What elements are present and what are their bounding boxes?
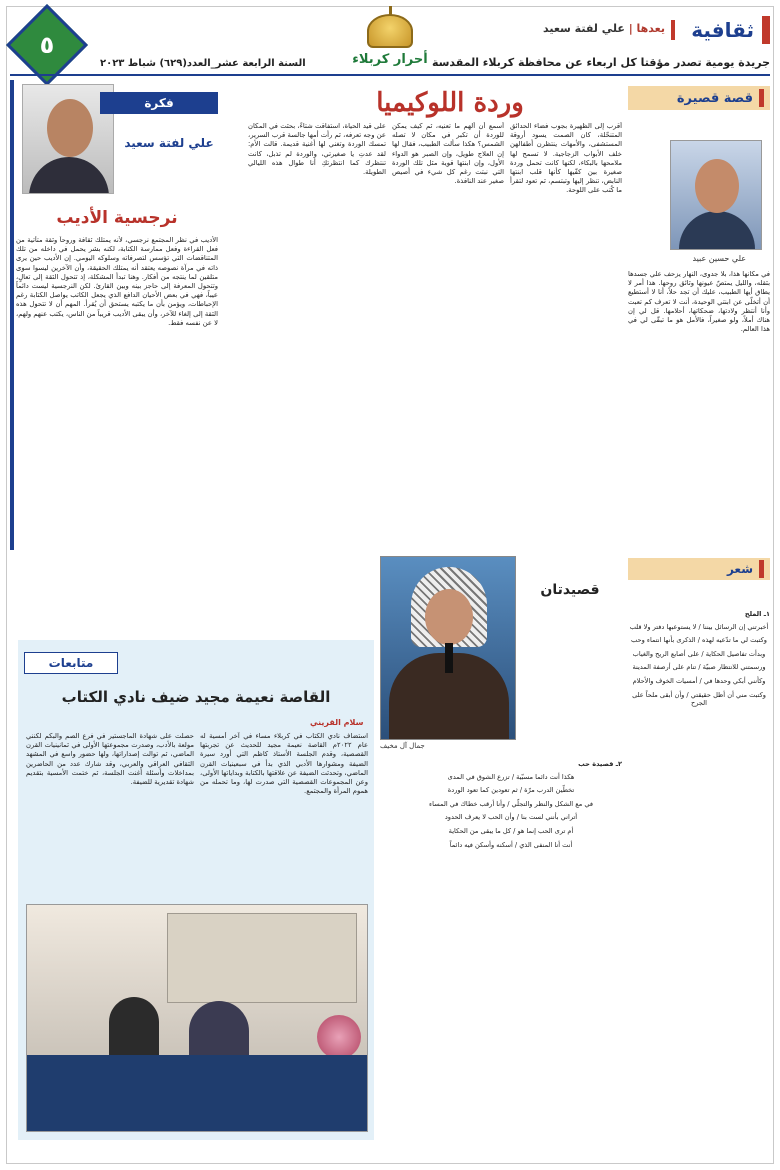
- poem-2-title: ٢ـ قصيدة حب: [578, 760, 622, 768]
- top-rule: [10, 74, 770, 76]
- photo-flowers: [317, 1015, 361, 1059]
- story-text-1: في مكانها هذا، بلا جدوى، النهار يزحف علي جسدها بثقله، والليل يمتصّ عيونها وثائق روحها. هذا أمر لا يطاق أيها الطبيب، عليك أن تجد حلاً، أنا لا أستطيع أن أتخلّى عن ابنتي الوحيدة، أنت لا تعرف كم تعبت وأنا أنتظر ولادتها، ضحكاتها، أحلامها. قل لي إن هناك أملاً، ولو صغيراً، فالأمل هو ما تبقّى لي في هذا العالم.: [628, 270, 770, 334]
- poetry-section-header: [628, 558, 770, 580]
- story-author-photo: [670, 140, 762, 250]
- issue-info: السنة الرابعة عشر_العدد(٦٢٩) شباط ٢٠٢٣: [100, 58, 306, 69]
- verse: في مع الشكل والنظر والتجلّي / وأنا أرقب خطاك في المساء: [429, 799, 593, 808]
- photo-face: [47, 99, 93, 157]
- story-column-4: [248, 122, 386, 550]
- section-tag: [691, 16, 770, 44]
- follow-section-header: متابعات: [24, 652, 118, 674]
- photo-suit: [29, 157, 109, 194]
- logo-text: أحرار كربلاء: [352, 52, 428, 67]
- poetry-header-bar: [759, 560, 764, 578]
- photo-face: [695, 159, 739, 213]
- story-text-3: أسمع أن ألهم ما تعنيه، ثم كيف يمكن للوردة أن تكبر في مكان لا تصله الشمس؟ هكذا سألت الطبيب، فقال لها إن العلاج طويل، وإن الصبر هو الدواء الأول، وإن ابنتها قوية مثل تلك الوردة التي نبتت رغم كل شيء في أصيص صغير عند النافذة.: [392, 122, 504, 186]
- verse: وكتبت مني أن أظل حقيقتي / وأن أبقى ملحاً على الجرح: [632, 690, 766, 708]
- poet-caption: جمال آل مخيف: [380, 742, 425, 750]
- prepared-bar: [671, 20, 675, 40]
- poetry-section-label: شعر: [726, 562, 753, 576]
- verse: هكذا أنت دائما مسبّية / تزرع الشوق في المدى: [447, 772, 575, 781]
- story-text-2: أقرب إلى الظهيرة بجوب فضاء الحدائق المتنحّلة، كان الصمت يسود أروقة المستشفى، والأمهات ينتظرن أطفالهن خلف الأبواب الزجاجية. لا تسمح لها ملامحها بالبكاء، لكنها كانت تحمل وردة صغيرة بين كفّيها كأنها قلب ابنتها النابض، تنظر إليها وتبتسم، ثم تعود لتقرأ ما كُتب على اللوحة.: [510, 122, 622, 195]
- fekra-section-header: فكرة: [100, 92, 218, 114]
- photo-face: [425, 589, 473, 645]
- story-section-label: قصة قصيرة: [676, 90, 753, 106]
- event-photo: [26, 904, 368, 1132]
- prepared-label: يعدها |: [628, 22, 665, 35]
- follow-column-2: [26, 732, 194, 898]
- story-header-bar: [759, 89, 764, 107]
- section-title: ثقافية: [691, 18, 754, 42]
- newspaper-logo: [340, 14, 440, 76]
- story-column-3: [392, 122, 504, 550]
- poem-1: [628, 606, 770, 1146]
- verse: أم ترى الحب إنما هو / كل ما يبقى من الحكاية: [448, 826, 574, 835]
- fekra-author: علي لفتة سعيد: [124, 136, 214, 150]
- follow-column-1: [200, 732, 368, 898]
- story-column-2: [510, 122, 622, 550]
- story-title: وردة اللوكيميا: [376, 88, 524, 118]
- story-author: علي حسين عبيد: [692, 254, 746, 263]
- follow-title: القاصة نعيمة مجيد ضيف نادي الكتاب: [61, 688, 331, 706]
- fekra-text: الأديب في نظر المجتمع نرجسي، لأنه يمتلك ثقافة وروحاً وثقة متأتية من فعل القراءة وفعل ممارسة الكتابة، لكنه بشر يحمل في داخله من تلك المتناقضات التي تؤسس لتصرفاته وسلوكه اليومي. إن الأديب حين يرى ذاته في مرآة نصوصه يعتقد أنه يمتلك الحقيقة، وأن الآخرين ليسوا سوى متلقين لما ينتجه من أفكار. وهنا تبدأ المشكلة، إذ تتحول الثقة إلى تعالٍ، وتتحول المعرفة إلى حاجز بينه وبين القارئ. لكن النرجسية ليست دائماً عيباً، فهي في بعض الأحيان الدافع الذي يجعل الكاتب يواصل الكتابة رغم الإحباطات، ويؤمن بأن ما يكتبه يستحق أن يُقرأ. المهم أن لا تتحول هذه الثقة إلى إلغاء للآخر، وأن يبقى الأديب قريباً من الناس، يكتب عنهم ولهم، لا عن نفسه فقط.: [16, 236, 218, 327]
- page-number: ٥: [39, 31, 55, 59]
- verse: أخبرتني إن الرسائل بيننا / لا يستوعبها دفتر ولا قلب: [629, 622, 769, 631]
- tagline: جريدة يومية تصدر مؤقتا كل اربعاء عن محافظة كربلاء المقدسة: [431, 56, 770, 69]
- poetry-title: قصيدتان: [540, 582, 600, 598]
- fekra-body: [16, 236, 218, 548]
- poem-2: [400, 756, 622, 1146]
- section-tag-bar: [762, 16, 770, 44]
- story-column-1: [628, 270, 770, 550]
- verse: تخطّين الدرب مرّة / ثم تعودين كما تعود الوردة: [447, 786, 575, 795]
- story-text-4: على قيد الحياة، استفاقت شتاءً، بحثت في المكان عن وجه تعرفه، ثم رأت أمها جالسة قرب السرير، تمسك الوردة وتغني لها أغنية قديمة. قالت الأم: لقد عدتِ يا صغيرتي، والوردة لم تذبل، كانت تنتظرك كما انتظرتكِ أنا طوال هذه الليالي الطويلة.: [248, 122, 386, 177]
- prepared-by: [543, 22, 665, 35]
- photo-table: [27, 1055, 368, 1132]
- verse: وكأنني أبكي وحدها في / أمسيات الخوف والأحلام: [632, 676, 766, 685]
- microphone-icon: [445, 643, 453, 673]
- photo-banner: [167, 913, 357, 1003]
- follow-text-1: استضاف نادي الكتاب في كربلاء مساء في آخر أمسية له عام ٢٠٢٢م القاصة نعيمة مجيد للحديث عن تجربتها القصصية، وقدم الجلسة الأستاذ كاظم التي أورد سيرة الضيفة ومشوارها الأدبي الذي بدأ في سبعينيات القرن الماضي، وتحدثت الضيفة عن علاقتها بالكتابة وبداياتها الأولى، وعن المجموعات القصصية التي صدرت لها، وما تحمله من هموم المرأة والمجتمع.: [200, 732, 368, 796]
- verse: أتراني بأنني لست بنا / وأن الحب لا يعرف الحدود: [444, 813, 578, 822]
- shrine-dome-icon: [367, 14, 413, 48]
- photo-suit: [679, 211, 755, 250]
- masthead: [10, 12, 770, 82]
- follow-author: سلام القريني: [310, 718, 364, 727]
- story-section-header: [628, 86, 770, 110]
- verse: وكتبت لي ما تدّعيه لهذه / الذكرى بأنها انتماء وحب: [631, 636, 767, 645]
- poet-photo: [380, 556, 516, 740]
- verse: وبدأت تفاصيل الحكاية / على أصابع الريح والغياب: [632, 649, 766, 658]
- poem-1-title: ١ـ الملح: [744, 610, 770, 618]
- verse: أنت أنا المنفى الذي / أسكنه وأسكن فيه دائماً: [449, 840, 573, 849]
- verse: ورسمتني للانتظار صبيّة / تنام على أرصفة المدينة: [632, 663, 766, 672]
- fekra-title: نرجسية الأديب: [56, 208, 178, 228]
- prepared-name: علي لفتة سعيد: [542, 22, 625, 35]
- follow-text-2: حصلت على شهادة الماجستير في فرع الصم والبكم لكنني مولعة بالأدب، وصدرت مجموعتها الأولى في ثمانينيات القرن الماضي، ثم توالت إصداراتها، ولها حضور واسع في المشهد الثقافي العراقي والعربي، وقد شارك عدد من الحاضرين بمداخلات وأسئلة أغنت الجلسة، ثم ختمت الأمسية بتقديم شهادة تقديرية للضيفة.: [26, 732, 194, 787]
